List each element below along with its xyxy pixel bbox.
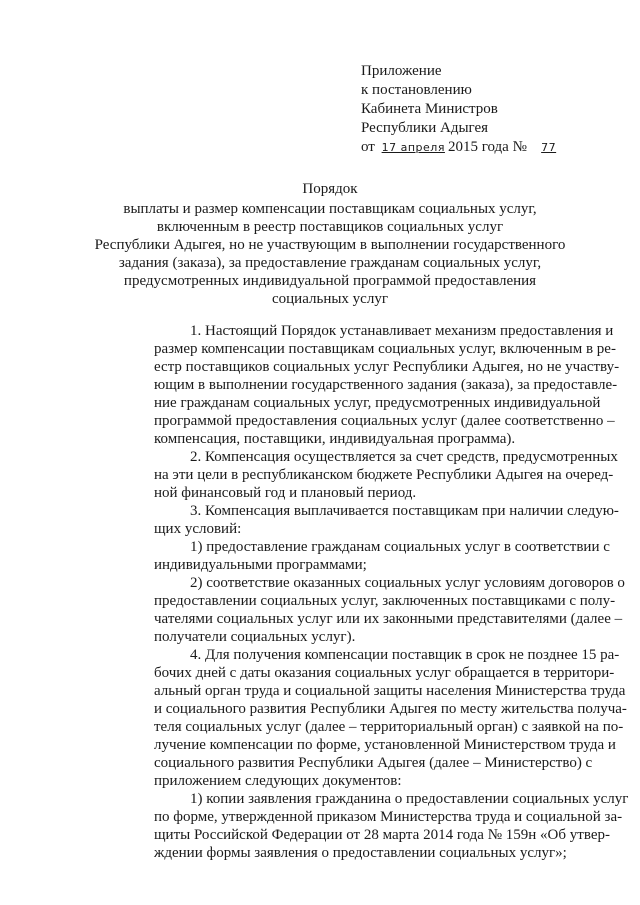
text-line: по форме, утвержденной приказом Министерства труда и социальной за- xyxy=(154,809,623,825)
title-line: Республики Адыгея, но не участвующим в выполнении государственного xyxy=(94,237,566,253)
handwritten-date: 17 апреля xyxy=(381,141,445,154)
text-line: щих условий: xyxy=(154,521,242,537)
text-line: индивидуальными программами; xyxy=(154,557,367,573)
text-line: получатели социальных услуг). xyxy=(154,629,356,645)
text-line: социального развития Республики Адыгея (далее – Министерство) с xyxy=(154,755,593,771)
text-line: размер компенсации поставщикам социальных услуг, включенным в ре- xyxy=(154,341,616,357)
text-line: приложением следующих документов: xyxy=(154,773,402,789)
document-body xyxy=(118,322,629,862)
text-line: 4. Для получения компенсации поставщик в срок не позднее 15 ра- xyxy=(190,647,620,663)
text-line: 1) предоставление гражданам социальных услуг в соответствии с xyxy=(190,539,610,555)
text-line: лучение компенсации по форме, установленной Министерством труда и xyxy=(154,737,616,753)
text-line: предоставлении социальных услуг, заключенных поставщиками с полу- xyxy=(154,593,616,609)
title-line: включенным в реестр поставщиков социальных услуг xyxy=(156,219,504,235)
document-title xyxy=(80,180,580,308)
paragraph-3-item-1 xyxy=(118,538,610,574)
text-line: 2) соответствие оказанных социальных услуг условиям договоров о xyxy=(190,575,625,591)
text-line: компенсация, поставщики, индивидуальная программа). xyxy=(154,431,516,447)
text-line: 1) копии заявления гражданина о предоставлении социальных услуг xyxy=(190,791,629,807)
title-line: социальных услуг xyxy=(272,291,388,307)
text-line: ной финансовый год и плановый период. xyxy=(154,485,417,501)
text-line: программой предоставления социальных услуг (далее соответственно – xyxy=(154,413,615,429)
title-line: предусмотренных индивидуальной программой предоставления xyxy=(123,273,537,289)
appendix-line: к постановлению xyxy=(361,82,472,98)
appendix-line: Кабинета Министров xyxy=(361,101,498,117)
text-line: 2. Компенсация осуществляется за счет средств, предусмотренных xyxy=(190,449,618,465)
text-line: ние гражданам социальных услуг, предусмотренных индивидуальной xyxy=(154,395,601,411)
text-line: альный орган труда и социальной защиты населения Министерства труда xyxy=(154,683,626,699)
appendix-line: Республики Адыгея xyxy=(361,120,489,136)
text-line: естр поставщиков социальных услуг Республики Адыгея, но не участву- xyxy=(154,359,620,375)
text-line: чателями социальных услуг или их законными представителями (далее – xyxy=(154,611,623,627)
text-line: щиты Российской Федерации от 28 марта 2014 года № 159н «Об утвер- xyxy=(154,827,610,843)
handwritten-number: 77 xyxy=(541,141,557,154)
appendix-line: Приложение xyxy=(361,63,442,79)
appendix-date-line xyxy=(361,138,567,157)
date-prefix: от xyxy=(361,139,375,155)
paragraph-3 xyxy=(118,502,619,538)
text-line: 3. Компенсация выплачивается поставщикам при наличии следую- xyxy=(190,503,619,519)
text-line: и социального развития Республики Адыгея по месту жительства получа- xyxy=(154,701,627,717)
date-suffix: 2015 года № xyxy=(447,139,527,155)
appendix-block xyxy=(361,62,567,157)
text-line: 1. Настоящий Порядок устанавливает механизм предоставления и xyxy=(190,323,614,339)
title-line: выплаты и размер компенсации поставщикам социальных услуг, xyxy=(123,201,537,217)
paragraph-3-item-2 xyxy=(118,574,625,646)
text-line: теля социальных услуг (далее – территориальный орган) с заявкой на по- xyxy=(154,719,624,735)
paragraph-2 xyxy=(118,448,618,502)
text-line: бочих дней с даты оказания социальных услуг обращается в территори- xyxy=(154,665,615,681)
title-heading: Порядок xyxy=(302,181,358,197)
paragraph-4-item-1 xyxy=(118,790,629,862)
text-line: ющим в выполнении государственного задания (заказа), за предоставле- xyxy=(154,377,618,393)
text-line: ждении формы заявления о предоставлении социальных услуг»; xyxy=(154,845,567,861)
text-line: на эти цели в республиканском бюджете Республики Адыгея на очеред- xyxy=(154,467,614,483)
title-line: задания (заказа), за предоставление гражданам социальных услуг, xyxy=(118,255,542,271)
paragraph-4 xyxy=(118,646,627,790)
paragraph-1 xyxy=(118,322,620,448)
